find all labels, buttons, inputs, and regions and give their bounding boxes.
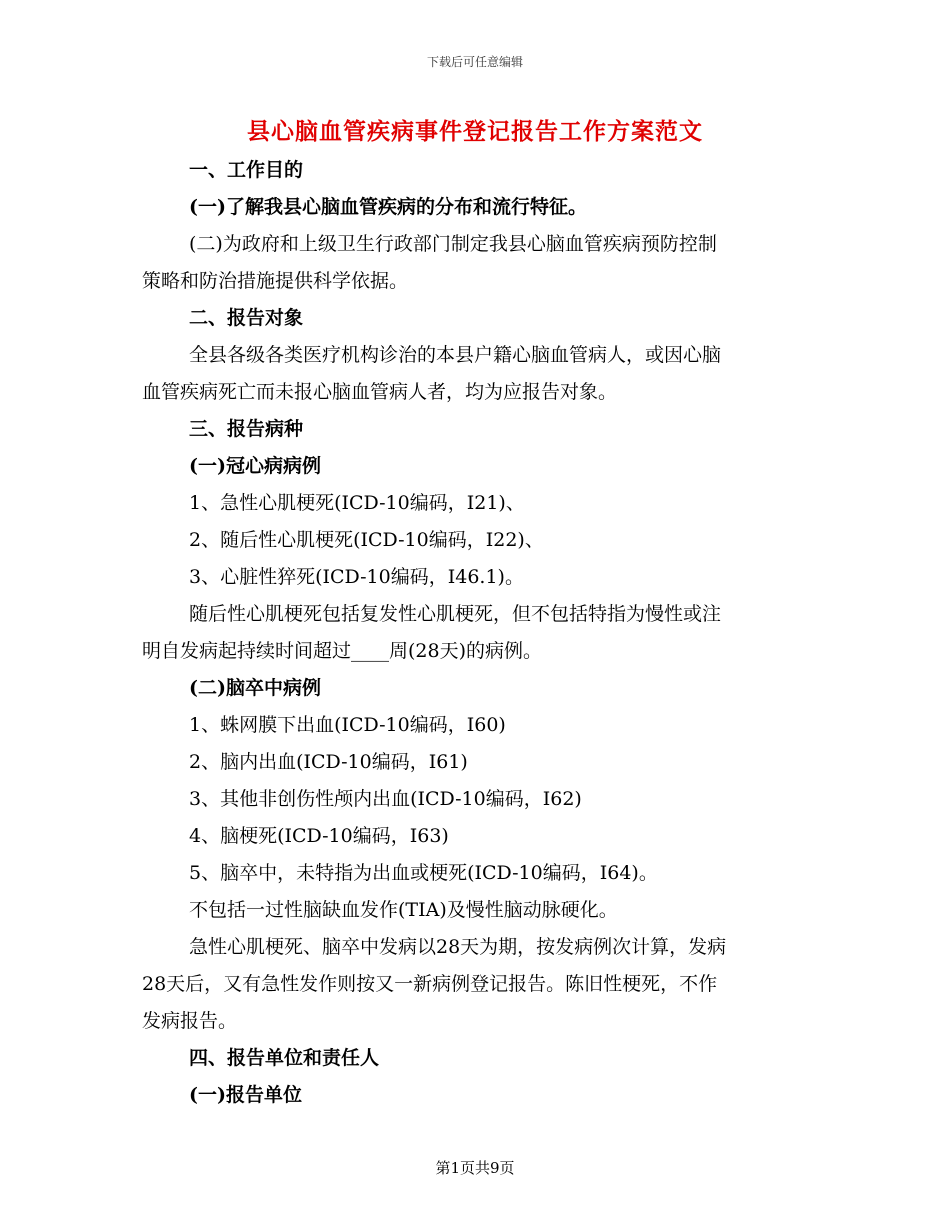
header-note: 下载后可任意编辑: [426, 55, 523, 69]
document-title: 县心脑血管疾病事件登记报告工作方案范文: [247, 118, 703, 145]
section-heading: 三、报告病种: [189, 418, 304, 440]
section-heading: 二、报告对象: [189, 307, 304, 329]
paragraph-line: 3、其他非创伤性颅内出血(ICD-10编码，I62): [189, 788, 582, 810]
paragraph-line: 1、急性心肌梗死(ICD-10编码，I21)、: [189, 492, 525, 514]
paragraph-line: 血管疾病死亡而未报心脑血管病人者，均为应报告对象。: [142, 381, 618, 403]
paragraph-line: 2、随后性心肌梗死(ICD-10编码，I22)、: [189, 529, 544, 551]
section-heading: (一)了解我县心脑血管疾病的分布和流行特征。: [189, 196, 587, 218]
paragraph-line: 不包括一过性脑缺血发作(TIA)及慢性脑动脉硬化。: [189, 899, 618, 921]
section-heading: (一)冠心病病例: [189, 455, 321, 477]
document-body: [142, 152, 807, 1114]
paragraph-line: 4、脑梗死(ICD-10编码，I63): [189, 825, 449, 847]
page-footer: 第1页共9页: [435, 1159, 515, 1177]
paragraph-line: 28天后，又有急性发作则按又一新病例登记报告。陈旧性梗死，不作: [142, 973, 718, 995]
paragraph-line: 2、脑内出血(ICD-10编码，I61): [189, 751, 468, 773]
paragraph-line: 明自发病起持续时间超过____周(28天)的病例。: [142, 640, 543, 662]
paragraph-line: 随后性心肌梗死包括复发性心肌梗死，但不包括特指为慢性或注: [189, 603, 722, 625]
section-heading: 一、工作目的: [189, 159, 304, 181]
paragraph-line: 5、脑卒中，未特指为出血或梗死(ICD-10编码，I64)。: [189, 862, 658, 884]
paragraph-line: (二)为政府和上级卫生行政部门制定我县心脑血管疾病预防控制: [189, 233, 717, 255]
paragraph-line: 1、蛛网膜下出血(ICD-10编码，I60): [189, 714, 506, 736]
paragraph-line: 策略和防治措施提供科学依据。: [142, 270, 409, 292]
paragraph-line: 全县各级各类医疗机构诊治的本县户籍心脑血管病人，或因心脑: [189, 344, 722, 366]
section-heading: 四、报告单位和责任人: [189, 1047, 380, 1069]
section-heading: (二)脑卒中病例: [189, 677, 321, 699]
paragraph-line: 发病报告。: [142, 1010, 238, 1032]
paragraph-line: 急性心肌梗死、脑卒中发病以28天为期，按发病例次计算，发病: [189, 936, 727, 958]
paragraph-line: 3、心脏性猝死(ICD-10编码，I46.1)。: [189, 566, 524, 588]
section-heading: (一)报告单位: [189, 1084, 302, 1106]
